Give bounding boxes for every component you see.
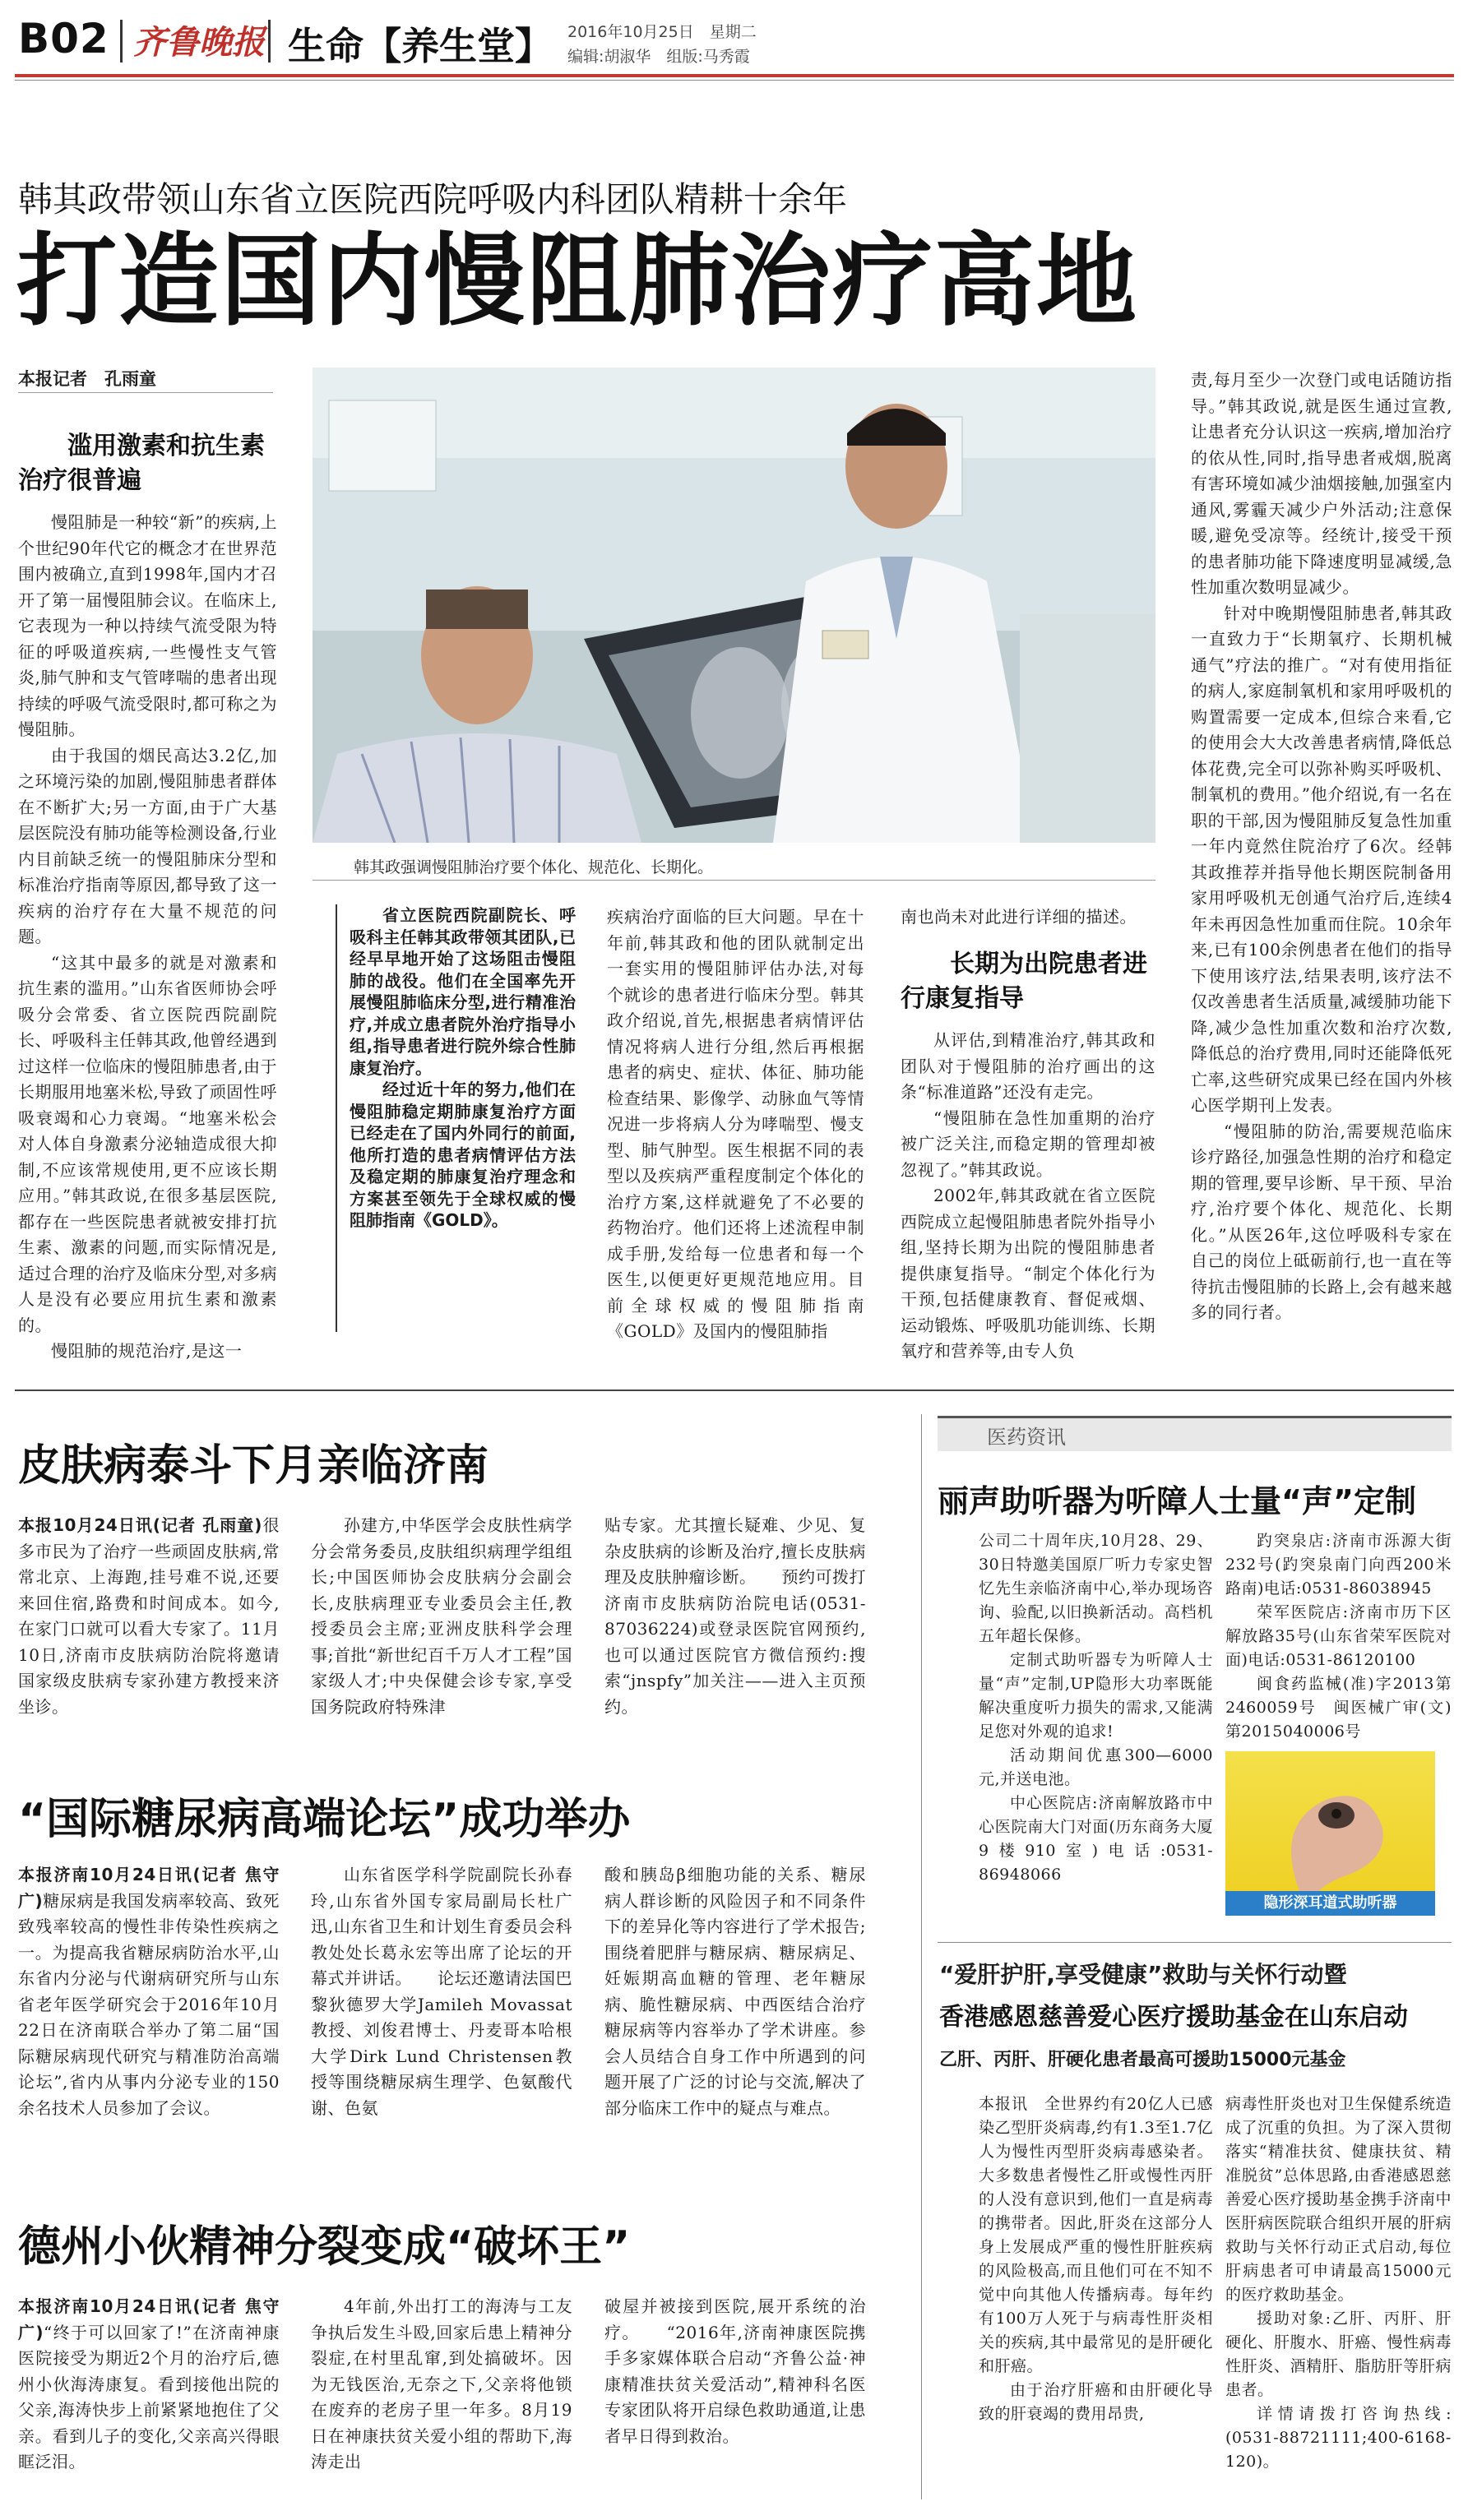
paragraph: 山东省医学科学院副院长孙春玲,山东省外国专家局副局长杜广迅,山东省卫生和计划生育委员会科教处处长葛永宏等出席了论坛的开幕式并讲话。 论坛还邀请法国巴黎狄德罗大学Jamileh Movassat教授、刘俊君博士、丹麦哥本哈根大学Dirk Lund Christensen教授等围绕糖尿病生理学、色氨酸代谢、色氨	[311, 1865, 572, 2118]
paragraph: 由于我国的烟民高达3.2亿,加之环境污染的加剧,慢阻肺患者群体在不断扩大;另一方面,由于广大基层医院没有肺功能等检测设备,行业内目前缺乏统一的慢阻肺床分型和标准治疗指南等原因,都导致了这一疾病的治疗存在大量不规范的问题。	[18, 745, 277, 946]
paragraph: “这其中最多的就是对激素和抗生素的滥用。”山东省医师协会呼吸分会常委、省立医院西院副院长、呼吸科主任韩其政,他曾经遇到过这样一位临床的慢阻肺患者,由于长期服用地塞米松,导致了顽固性呼吸衰竭和心力衰竭。“地塞米松会对人体自身激素分泌轴造成很大抑制,不应该常规使用,更不应该长期应用。”韩其政说,在很多基层医院,都存在一些医院患者就被安排打抗生素、激素的问题,而实际情况是,适过合理的治疗及临床分型,对多病人是没有必要应用抗生素和激素的。	[18, 952, 277, 1335]
liver-col-1	[979, 2092, 1213, 2426]
lead-col-1	[18, 510, 277, 1365]
paragraph: 责,每月至少一次登门或电话随访指导。”韩其政说,就是医生通过宣教,让患者充分认识这一疾病,增加治疗的依从性,同时,指导患者戒烟,脱离有害环境如减少油烟接触,加强室内通风,雾霾天减少户外活动;注意保暖,避免受凉等。经统计,接受干预的患者肺功能下降速度明显减缓,急性加重次数明显减少。	[1191, 370, 1452, 597]
diabetes-col-3	[604, 1862, 866, 2121]
paragraph	[18, 2294, 280, 2476]
liver-headline: 香港感恩慈善爱心医疗援助基金在山东启动	[939, 2003, 1408, 2032]
liver-col-2	[1225, 2092, 1452, 2474]
dateline: 本报济南10月24日讯(记者 焦守广)	[18, 2296, 280, 2342]
lead-subhead-1: 滥用激素和抗生素治疗很普遍	[18, 432, 265, 495]
intro-paragraph: 省立医院西院副院长、呼吸科主任韩其政带领其团队,已经早早地开始了这场阻击慢阻肺的战役。他们在全国率先开展慢阻肺临床分型,进行精准治疗,并成立患者院外治疗指导小组,指导患者进行院外综合性肺康复治疗。	[350, 905, 576, 1078]
diabetes-col-2	[311, 1862, 572, 2121]
dezhou-col-2	[311, 2294, 572, 2476]
lead-col-4b	[901, 1028, 1155, 1365]
paragraph: 酸和胰岛β细胞功能的关系、糖尿病人群诊断的风险因子和不同条件下的差异化等内容进行了学术报告;围绕着肥胖与糖尿病、糖尿病足、妊娠期高血糖的管理、老年糖尿病、脆性糖尿病、中西医结合治疗糖尿病等内容举办了学术讲座。参会人员结合自身工作中所遇到的问题开展了广泛的讨论与交流,解决了部分临床工作中的疑点与难点。	[604, 1865, 866, 2118]
paragraph: 由于治疗肝癌和由肝硬化导致的肝衰竭的费用昂贵,	[979, 2381, 1213, 2423]
section-rule	[15, 1389, 1454, 1391]
intro-paragraph: 经过近十年的努力,他们在慢阻肺稳定期肺康复治疗方面已经走在了国内外同行的前面,他所打造的患者病情评估方法及稳定期的肺康复治疗理念和方案甚至领先于全球权威的慢阻肺指南《GOLD》。	[350, 1080, 576, 1230]
liver-subline: 乙肝、丙肝、肝硬化患者最高可援助15000元基金	[939, 2050, 1346, 2070]
byline-rule	[18, 392, 273, 393]
paragraph: 疾病治疗面临的巨大问题。早在十年前,韩其政和他的团队就制定出一套实用的慢阻肺评估办法,对每个就诊的患者进行临床分型。韩其政介绍说,首先,根据患者病情评估情况将病人进行分组,然后再根据患者的病史、症状、体征、肺功能检查结果、影像学、动脉血气等情况进一步将病人分为哮喘型、慢支型、肺气肿型。医生根据不同的表型以及疾病严重程度制定个体化的治疗方案,这样就避免了不必要的药物治疗。他们还将上述流程申制成手册,发给每一位患者和每一个医生,以便更好更规范地应用。目前全球权威的慢阻肺指南《GOLD》及国内的慢阻肺指	[607, 907, 864, 1341]
paragraph: 趵突泉店:济南市泺源大街232号(趵突泉南门向西200米路南)电话:0531-86038945	[1225, 1532, 1452, 1598]
diabetes-col-1	[18, 1862, 280, 2121]
section-title: 生命【养生堂】	[288, 24, 553, 68]
paragraph: 病毒性肝炎也对卫生保健系统造成了沉重的负担。为了深入贯彻落实“精准扶贫、健康扶贫、精准脱贫”总体思路,由香港感恩慈善爱心医疗援助基金携手济南中医肝病医院联合组织开展的肝病救助与关怀行动正式启动,每位肝病患者可申请最高15000元的医疗救助基金。	[1225, 2095, 1452, 2304]
masthead-rule	[15, 74, 1454, 77]
page-number: B02	[18, 15, 109, 62]
paragraph: 荣军医院店:济南市历下区解放路35号(山东省荣军医院对面)电话:0531-86120100	[1225, 1603, 1452, 1669]
photo-caption: 韩其政强调慢阻肺治疗要个体化、规范化、长期化。	[354, 858, 714, 876]
skin-col-3	[604, 1513, 866, 1720]
lead-intro	[350, 904, 576, 1232]
lead-subhead-2: 长期为出院患者进行康复指导	[901, 950, 1147, 1013]
liver-kicker: “爱肝护肝,享受健康”救助与关怀行动暨	[939, 1961, 1347, 1988]
paragraph: 从评估,到精准治疗,韩其政和团队对于慢阻肺的治疗画出的这条“标准道路”还没有走完。	[901, 1030, 1155, 1102]
ad-image-caption: 隐形深耳道式助听器	[1225, 1891, 1435, 1916]
paragraph: 活动期间优惠300—6000元,并送电池。	[979, 1746, 1213, 1788]
column-divider	[921, 1414, 922, 2499]
lead-col-4	[901, 904, 1155, 931]
hearing-aid-image	[1225, 1751, 1435, 1916]
ad-col-1	[979, 1529, 1213, 1887]
paragraph: 慢阻肺是一种较“新”的疾病,上个世纪90年代它的概念才在世界范围内被确立,直到1998年,国内才召开了第一届慢阻肺会议。在临床上,它表现为一种以持续气流受限为特征的呼吸道疾病,一些慢性支气管炎,肺气肿和支气管哮喘的患者出现持续的呼吸气流受限时,都可称之为慢阻肺。	[18, 512, 277, 739]
paragraph: 南也尚未对此进行详细的描述。	[901, 907, 1137, 927]
ad-label: 医药资讯	[987, 1426, 1066, 1449]
ad-headline: 丽声助听器为听障人士量“声”定制	[938, 1483, 1416, 1519]
paragraph: 针对中晚期慢阻肺患者,韩其政一直致力于“长期氧疗、长期机械通气”疗法的推广。“对有使用指征的病人,家庭制氧机和家用呼吸机的购置需要一定成本,但综合来看,它的使用会大大改善患者病情,降低总体花费,完全可以弥补购买呼吸机、制氧机的费用。”他介绍说,有一名在职的干部,因为慢阻肺反复急性加重一年内竟然住院治疗了6次。经韩其政推荐并指导他长期医院制备用家用呼吸机无创通气治疗后,连续4年未再因急性加重而住院。10余年来,已有100余例患者在他们的指导下使用该疗法,结果表明,该疗法不仅改善患者生活质量,减缓肺功能下降,减少急性加重次数和治疗次数,降低总的治疗费用,同时还能降低死亡率,这些研究成果已经在国内外核心医学期刊上发表。	[1191, 603, 1452, 1115]
byline: 本报记者 孔雨童	[18, 369, 156, 389]
paragraph	[18, 1513, 280, 1720]
lead-photo	[313, 368, 1155, 843]
skin-col-1	[18, 1513, 280, 1720]
diabetes-headline: “国际糖尿病高端论坛”成功举办	[18, 1795, 631, 1844]
dezhou-text-1: “终于可以回家了!”在济南神康医院接受为期近2个月的治疗后,德州小伙海涛康复。看到接他出院的父亲,海涛快步上前紧紧地抱住了父亲。看到儿子的变化,父亲高兴得眼眶泛泪。	[18, 2322, 280, 2471]
paragraph: 4年前,外出打工的海涛与工友争执后发生斗殴,回家后患上精神分裂症,在村里乱窜,到处搞破坏。因为无钱医治,无奈之下,父亲将他锁在废弃的老房子里一年多。8月19日在神康扶贫关爱小组的帮助下,海涛走出	[311, 2296, 572, 2471]
lead-kicker: 韩其政带领山东省立医院西院呼吸内科团队精耕十余年	[18, 179, 848, 220]
ad-col-2	[1225, 1529, 1452, 1744]
paragraph: 中心医院店:济南解放路市中心医院南大门对面(历东商务大厦9楼910室)电话:0531-86948066	[979, 1794, 1213, 1884]
intro-left-rule	[336, 904, 337, 1332]
lead-col-5	[1191, 368, 1452, 1326]
paragraph: 慢阻肺的规范治疗,是这一	[51, 1341, 243, 1361]
skin-col-2	[311, 1513, 572, 1720]
paragraph: 公司二十周年庆,10月28、29、30日特邀美国原厂听力专家史智忆先生亲临济南中心,举办现场咨询、验配,以旧换新活动。高档机五年超长保修。	[979, 1532, 1213, 1645]
skin-headline: 皮肤病泰斗下月亲临济南	[18, 1441, 489, 1491]
dateline: 本报10月24日讯(记者 孔雨童)	[18, 1515, 262, 1535]
paragraph	[18, 1862, 280, 2121]
paragraph: 贴专家。尤其擅长疑难、少见、复杂皮肤病的诊断及治疗,擅长皮肤病理及皮肤肿瘤诊断。 预约可拨打济南市皮肤病防治院电话(0531-87036224)或登录医院官网预约,也可以通过医院官方微信预约:搜索“jnspfy”加关注——进入主页预约。	[604, 1515, 866, 1717]
editors-line: 编辑:胡淑华 组版:马秀霞	[567, 48, 750, 66]
paragraph: 本报讯 全世界约有20亿人已感染乙型肝炎病毒,约有1.3至1.7亿人为慢性丙型肝炎病毒感染者。大多数患者慢性乙肝或慢性丙肝的人没有意识到,他们一直是病毒的携带者。因此,肝炎在这部分人身上发展成严重的慢性肝脏疾病的风险极高,而且他们可在不知不觉中向其他人传播病毒。每年约有100万人死于与病毒性肝炎相关的疾病,其中最常见的是肝硬化和肝癌。	[979, 2095, 1213, 2375]
paragraph: 闽食药监械(准)字2013第2460059号 闽医械广审(文)第2015040006号	[1225, 1675, 1452, 1741]
dezhou-col-1	[18, 2294, 280, 2476]
paragraph: “慢阻肺在急性加重期的治疗被广泛关注,而稳定期的管理却被忽视了。”韩其政说。	[901, 1107, 1155, 1180]
paragraph: “慢阻肺的防治,需要规范临床诊疗路径,加强急性期的治疗和稳定期的管理,要早诊断、早干预、早治疗,治疗要个体化、规范化、长期化。”从医26年,这位呼吸科专家在自己的岗位上砥砺前行,也一直在等待抗击慢阻肺的长路上,会有越来越多的同行者。	[1191, 1121, 1452, 1322]
caption-rule	[313, 880, 1155, 881]
paragraph: 2002年,韩其政就在省立医院西院成立起慢阻肺患者院外指导小组,坚持长期为出院的慢阻肺患者提供康复指导。“制定个体化行为干预,包括健康教育、督促戒烟、运动锻炼、呼吸肌功能训练、长期氧疗和营养等,由专人负	[901, 1186, 1155, 1361]
paragraph: 援助对象:乙肝、丙肝、肝硬化、肝腹水、肝癌、慢性病毒性肝炎、酒精肝、脂肪肝等肝病患者。	[1225, 2310, 1452, 2399]
paragraph: 破屋并被接到医院,展开系统的治疗。 “2016年,济南神康医院携手多家媒体联合启动“齐鲁公益·神康精准扶贫关爱活动”,精神科名医专家团队将开启绿色救助通道,让患者早日得到救治。	[604, 2296, 866, 2446]
newspaper-logo: 齐鲁晚报	[133, 23, 265, 62]
liver-rule	[938, 1942, 1452, 1943]
paragraph: 详情请拨打咨询热线:(0531-88721111;400-6168-120)。	[1225, 2405, 1452, 2471]
masthead-divider	[120, 20, 123, 62]
dateline: 本报济南10月24日讯(记者 焦守广)	[18, 1865, 280, 1911]
masthead-divider-2	[268, 20, 271, 62]
lead-col-3	[607, 904, 864, 1345]
diabetes-text-1: 糖尿病是我国发病率较高、致死致残率较高的慢性非传染性疾病之一。为提高我省糖尿病防治水平,山东省内分泌与代谢病研究所与山东省老年医学研究会于2016年10月22日在济南联合举办了第二届“国际糖尿病现代研究与精准防治高端论坛”,省内从事内分泌专业的150余名技术人员参加了会议。	[18, 1890, 280, 2118]
lead-headline: 打造国内慢阻肺治疗高地	[16, 223, 1138, 340]
photo-scene	[313, 368, 1155, 843]
date-line: 2016年10月25日 星期二	[567, 23, 757, 41]
skin-text-1: 很多市民为了治疗一些顽固皮肤病,常常北京、上海跑,挂号难不说,还要来回住宿,路费和时间成本。如今,在家门口就可以看大专家了。11月10日,济南市皮肤病防治院将邀请国家级皮肤病专家孙建方教授来济坐诊。	[18, 1515, 280, 1717]
paragraph: 孙建方,中华医学会皮肤性病学分会常务委员,皮肤组织病理学组组长;中国医师协会皮肤病分会副会长,皮肤病理亚专业委员会主任,教授委员会主席;亚洲皮肤科学会理事;首批“新世纪百千万人才工程”国家级人才;中央保健会诊专家,享受国务院政府特殊津	[311, 1515, 572, 1717]
dezhou-headline: 德州小伙精神分裂变成“破坏王”	[18, 2222, 631, 2272]
masthead-rule-thin	[15, 80, 1454, 81]
paragraph: 定制式助听器专为听障人士量“声”定制,UP隐形大功率既能解决重度听力损失的需求,又能满足您对外观的追求!	[979, 1651, 1213, 1741]
dezhou-col-3	[604, 2294, 866, 2449]
